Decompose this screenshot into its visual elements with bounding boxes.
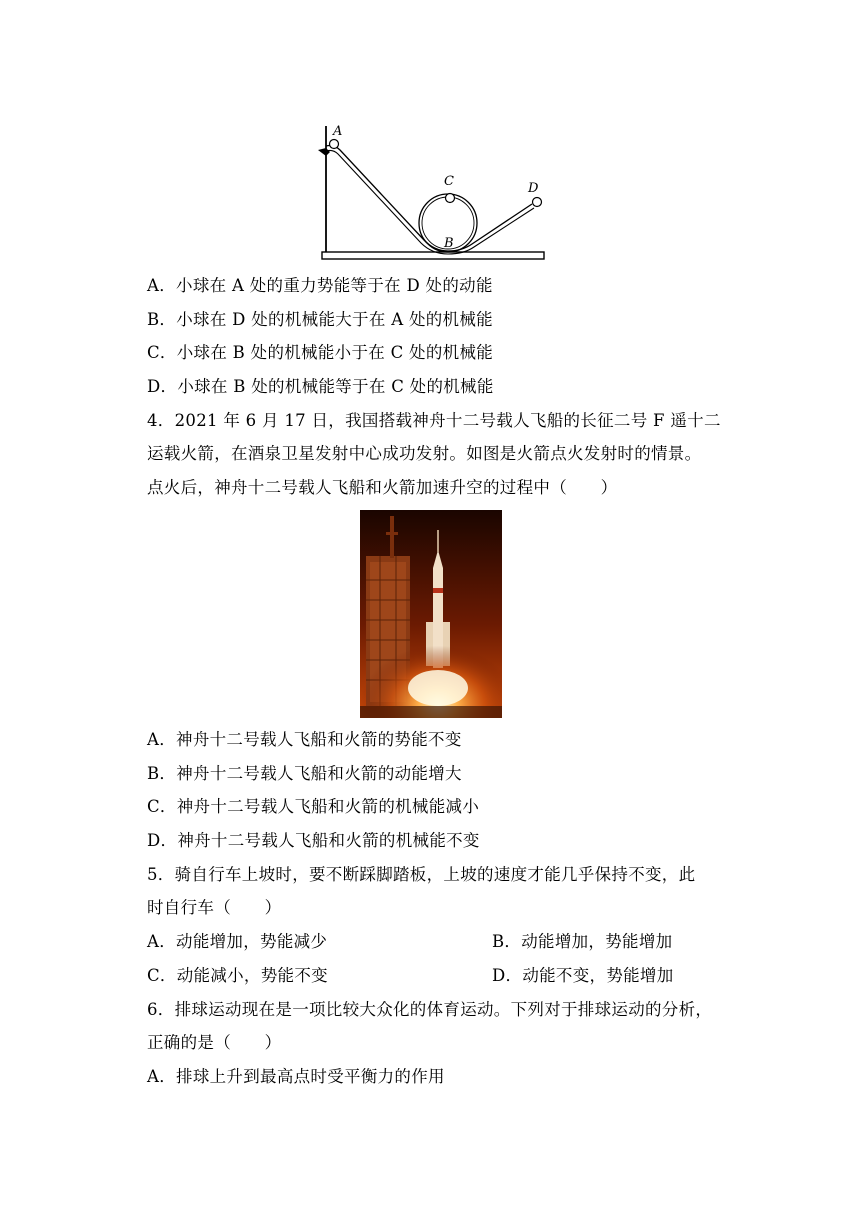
ramp-left-inner	[326, 150, 448, 254]
q3-option-a: A．小球在 A 处的重力势能等于在 D 处的动能	[147, 276, 493, 295]
exhaust-core	[408, 670, 468, 706]
label-a: A	[333, 124, 343, 139]
q4-option-a: A．神舟十二号载人飞船和火箭的势能不变	[147, 730, 462, 749]
track-loop-figure	[312, 118, 548, 264]
q3-option-c: C．小球在 B 处的机械能小于在 C 处的机械能	[147, 343, 494, 362]
q6-option-a: A．排球上升到最高点时受平衡力的作用	[147, 1067, 445, 1086]
ramp-right	[448, 204, 532, 251]
ball-c	[446, 194, 455, 203]
q4-stem-line1: 4．2021 年 6 月 17 日，我国搭载神舟十二号载人飞船的长征二号 F 遥十二	[147, 411, 721, 430]
q4-option-c: C．神舟十二号载人飞船和火箭的机械能减小	[147, 797, 480, 816]
label-d: D	[528, 181, 539, 196]
clamp	[318, 148, 330, 156]
q6-stem-line2: 正确的是（ ）	[147, 1033, 282, 1052]
q4-option-b: B．神舟十二号载人飞船和火箭的动能增大	[147, 764, 462, 783]
rocket-launch-photo	[360, 510, 502, 718]
q5-option-a: A．动能增加，势能减少	[147, 932, 328, 951]
ground-plank	[322, 252, 544, 259]
q4-option-d: D．神舟十二号载人飞船和火箭的机械能不变	[147, 831, 480, 850]
q5-stem-line1: 5．骑自行车上坡时，要不断踩脚踏板，上坡的速度才能几乎保持不变，此	[147, 865, 696, 884]
q5-option-d: D．动能不变，势能增加	[492, 966, 674, 985]
q5-stem-line2: 时自行车（ ）	[147, 898, 282, 917]
label-c: C	[444, 174, 454, 189]
q6-stem-line1: 6．排球运动现在是一项比较大众化的体育运动。下列对于排球运动的分析，	[147, 1000, 713, 1019]
ground-band	[360, 706, 502, 718]
ball-d	[533, 198, 542, 207]
q4-stem-line3: 点火后，神舟十二号载人飞船和火箭加速升空的过程中（ ）	[147, 478, 618, 497]
q3-option-d: D．小球在 B 处的机械能等于在 C 处的机械能	[147, 377, 494, 396]
q5-option-b: B．动能增加，势能增加	[492, 932, 673, 951]
q3-option-b: B．小球在 D 处的机械能大于在 A 处的机械能	[147, 310, 493, 329]
ball-a	[330, 140, 339, 149]
label-b: B	[444, 236, 454, 251]
q5-option-c: C．动能减小，势能不变	[147, 966, 328, 985]
q4-stem-line2: 运载火箭，在酒泉卫星发射中心成功发射。如图是火箭点火发射时的情景。	[147, 444, 702, 463]
